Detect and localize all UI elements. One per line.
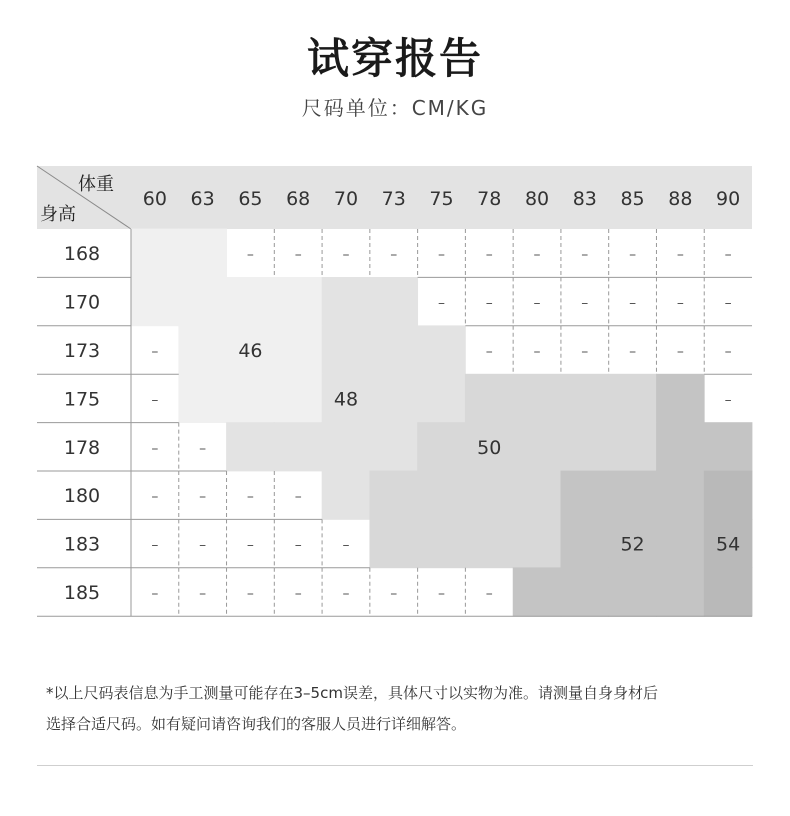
empty-cell-mark: – <box>199 440 207 457</box>
size-cell-fill <box>369 471 418 520</box>
column-header-weight: 90 <box>716 188 741 210</box>
empty-cell-mark: – <box>485 295 493 312</box>
column-header-weight: 68 <box>286 188 311 210</box>
size-cell-fill <box>704 471 753 520</box>
empty-cell-mark: – <box>246 247 254 264</box>
size-cell-fill <box>704 422 753 471</box>
size-cell-fill <box>178 325 227 374</box>
size-region-label: 54 <box>716 533 741 556</box>
empty-cell-mark: – <box>199 489 207 506</box>
size-cell-fill <box>513 374 562 423</box>
column-header-weight: 63 <box>190 188 215 210</box>
size-cell-fill <box>322 471 371 520</box>
size-cell-fill <box>131 229 180 278</box>
empty-cell-mark: – <box>151 537 159 554</box>
column-header-weight: 85 <box>620 188 645 210</box>
size-cell-fill <box>369 277 418 326</box>
page-title: 试穿报告 <box>306 34 483 83</box>
column-header-weight: 65 <box>238 188 263 210</box>
size-region-label: 52 <box>620 533 645 556</box>
size-cell-fill <box>608 422 657 471</box>
empty-cell-mark: – <box>294 489 302 506</box>
empty-cell-mark: – <box>724 392 732 409</box>
size-cell-fill <box>465 519 514 568</box>
size-cell-fill <box>322 422 371 471</box>
size-cell-fill <box>417 374 466 423</box>
size-cell-fill <box>465 471 514 520</box>
size-cell-fill <box>178 277 227 326</box>
size-cell-fill <box>369 519 418 568</box>
empty-cell-mark: – <box>485 344 493 360</box>
empty-cell-mark: – <box>629 247 637 264</box>
empty-cell-mark: – <box>151 344 159 360</box>
empty-cell-mark: – <box>390 247 398 264</box>
corner-label-height: 身高 <box>40 204 76 225</box>
empty-cell-mark: – <box>485 247 493 264</box>
size-cell-fill <box>704 567 753 616</box>
empty-cell-mark: – <box>246 489 254 506</box>
empty-cell-mark: – <box>533 344 541 360</box>
empty-cell-mark: – <box>246 586 254 602</box>
empty-cell-mark: – <box>199 586 207 602</box>
empty-cell-mark: – <box>294 537 302 554</box>
row-header-height: 170 <box>63 291 101 314</box>
empty-cell-mark: – <box>533 247 541 264</box>
size-region-label: 48 <box>333 388 359 411</box>
size-cell-fill <box>561 519 610 568</box>
empty-cell-mark: – <box>676 344 684 360</box>
empty-cell-mark: – <box>438 586 445 602</box>
size-cell-fill <box>656 422 705 471</box>
note-line-1: *以上尺码表信息为手工测量可能存在3–5cm误差，具体尺寸以实物为准。请测量自身身材后 <box>46 684 658 702</box>
empty-cell-mark: – <box>724 344 732 360</box>
empty-cell-mark: – <box>294 247 302 264</box>
size-cell-fill <box>417 471 466 520</box>
column-header-weight: 80 <box>524 188 550 210</box>
empty-cell-mark: – <box>676 247 684 264</box>
size-cell-fill <box>178 229 227 278</box>
column-header-weight: 78 <box>477 188 502 210</box>
size-cell-fill <box>417 325 466 374</box>
column-header-weight: 70 <box>333 188 359 210</box>
empty-cell-mark: – <box>533 295 541 312</box>
row-header-height: 183 <box>63 533 101 556</box>
size-cell-fill <box>608 567 657 616</box>
size-cell-fill <box>178 374 227 423</box>
size-cell-fill <box>656 519 705 568</box>
size-cell-fill <box>417 422 466 471</box>
size-cell-fill <box>226 422 275 471</box>
size-cell-fill <box>561 471 610 520</box>
size-cell-fill <box>561 422 610 471</box>
column-header-weight: 88 <box>668 188 693 210</box>
unit-subtitle: 尺码单位：CM/KG <box>301 96 489 120</box>
size-cell-fill <box>369 422 418 471</box>
empty-cell-mark: – <box>485 586 493 602</box>
empty-cell-mark: – <box>294 586 302 602</box>
size-cell-fill <box>274 325 323 374</box>
empty-cell-mark: – <box>629 344 637 360</box>
empty-cell-mark: – <box>724 295 732 312</box>
size-cell-fill <box>322 325 371 374</box>
size-cell-fill <box>226 374 275 423</box>
column-header-weight: 73 <box>381 188 406 210</box>
size-cell-fill <box>608 471 657 520</box>
column-header-weight: 83 <box>572 188 597 210</box>
empty-cell-mark: – <box>724 247 732 264</box>
row-header-height: 180 <box>63 485 101 508</box>
size-cell-fill <box>226 277 275 326</box>
size-cell-fill <box>561 374 610 423</box>
size-region-label: 50 <box>477 436 502 459</box>
empty-cell-mark: – <box>581 247 589 264</box>
empty-cell-mark: – <box>151 586 159 602</box>
size-cell-fill <box>513 422 562 471</box>
size-cell-fill <box>608 374 657 423</box>
size-cell-fill <box>513 519 562 568</box>
size-cell-fill <box>274 277 323 326</box>
size-cell-fill <box>274 422 323 471</box>
empty-cell-mark: – <box>151 392 159 409</box>
column-header-weight: 75 <box>429 188 454 210</box>
column-header-weight: 60 <box>142 188 167 210</box>
empty-cell-mark: – <box>342 537 350 554</box>
row-header-height: 168 <box>63 243 101 266</box>
empty-cell-mark: – <box>629 295 637 312</box>
empty-cell-mark: – <box>151 440 159 457</box>
empty-cell-mark: – <box>342 247 350 264</box>
size-cell-fill <box>369 374 418 423</box>
row-header-height: 178 <box>63 436 101 459</box>
empty-cell-mark: – <box>199 537 207 554</box>
size-cell-fill <box>274 374 323 423</box>
size-region-label: 46 <box>238 340 263 362</box>
note-line-2: 选择合适尺码。如有疑问请咨询我们的客服人员进行详细解答。 <box>46 715 467 733</box>
empty-cell-mark: – <box>438 295 445 312</box>
size-cell-fill <box>656 567 705 616</box>
row-header-height: 175 <box>63 388 101 411</box>
empty-cell-mark: – <box>676 295 684 312</box>
disclaimer-note <box>46 678 766 740</box>
size-cell-fill <box>656 471 705 520</box>
size-cell-fill <box>656 374 705 423</box>
size-cell-fill <box>513 471 562 520</box>
empty-cell-mark: – <box>438 247 445 264</box>
empty-cell-mark: – <box>342 586 350 602</box>
size-cell-fill <box>417 519 466 568</box>
size-cell-fill <box>369 325 418 374</box>
empty-cell-mark: – <box>246 537 254 554</box>
empty-cell-mark: – <box>390 586 398 602</box>
size-cell-fill <box>465 374 514 423</box>
size-cell-fill <box>513 567 562 616</box>
row-header-height: 173 <box>63 340 101 362</box>
size-cell-fill <box>131 277 180 326</box>
size-cell-fill <box>561 567 610 616</box>
empty-cell-mark: – <box>581 295 589 312</box>
row-header-height: 185 <box>63 582 101 604</box>
size-cell-fill <box>322 277 371 326</box>
empty-cell-mark: – <box>151 489 159 506</box>
empty-cell-mark: – <box>581 344 589 360</box>
bottom-divider <box>37 765 753 766</box>
corner-label-weight: 体重 <box>78 174 114 195</box>
